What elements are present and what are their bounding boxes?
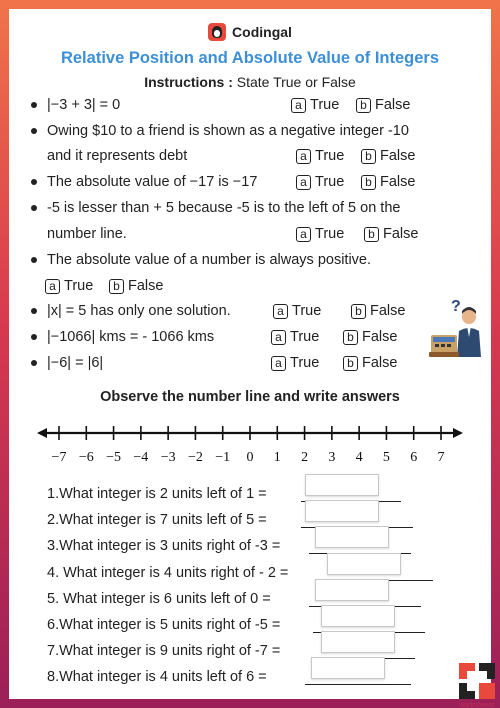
number-line-label: 1	[273, 450, 281, 465]
option-a[interactable]	[296, 225, 344, 243]
option-b-box: b	[364, 227, 379, 242]
answer-box-4[interactable]	[327, 553, 401, 575]
question-3: The absolute value of −17 is −17	[47, 174, 258, 190]
answer-number: 4.	[47, 565, 60, 581]
brand-header	[9, 23, 491, 41]
instructions-label: Instructions :	[144, 74, 233, 90]
option-label: True	[315, 226, 345, 242]
answer-question: What integer is 4 units right of - 2 =	[59, 565, 289, 581]
worksheets-logo-text: worksheets	[459, 702, 495, 708]
answer-number: 3.	[47, 538, 60, 554]
option-label: True	[315, 148, 345, 164]
option-label: False	[380, 148, 416, 164]
brand-name: Codingal	[232, 24, 292, 40]
option-b[interactable]	[361, 173, 415, 191]
answer-row-3	[47, 537, 280, 555]
option-a[interactable]	[273, 302, 321, 320]
option-a[interactable]	[271, 354, 319, 372]
option-a-box: a	[291, 98, 306, 113]
option-label: False	[370, 303, 406, 319]
option-label: False	[380, 174, 416, 190]
question-4-line1: -5 is lesser than + 5 because -5 is to the left of 5 on the	[47, 200, 401, 216]
number-line-label: −4	[133, 450, 149, 465]
answer-box-5[interactable]	[315, 579, 389, 601]
answer-box-7[interactable]	[321, 631, 395, 653]
bullet	[31, 334, 37, 340]
option-a[interactable]	[45, 277, 93, 295]
option-b[interactable]	[343, 328, 397, 346]
option-b-box: b	[109, 279, 124, 294]
worksheet-title: Relative Position and Absolute Value of Integers	[60, 49, 440, 67]
answer-row-1	[47, 485, 267, 503]
number-line-label: −6	[78, 450, 94, 465]
answer-question: What integer is 9 units right of -7 =	[59, 643, 281, 659]
option-label: True	[310, 97, 340, 113]
question-6: |x| = 5 has only one solution.	[47, 303, 231, 319]
number-line-label: 2	[301, 450, 309, 465]
codingal-logo-icon	[208, 23, 226, 41]
option-a[interactable]	[271, 328, 319, 346]
answer-box-1[interactable]	[305, 474, 379, 496]
option-label: False	[362, 355, 398, 371]
option-label: False	[362, 329, 398, 345]
answer-number: 2.	[47, 512, 60, 528]
question-2-line2: and it represents debt	[47, 148, 188, 164]
answer-question: What integer is 7 units left of 5 =	[59, 512, 267, 528]
instructions-text: State True or False	[232, 74, 356, 90]
bullet	[31, 257, 37, 263]
option-a-box: a	[273, 304, 288, 319]
question-5: The absolute value of a number is always positive.	[47, 252, 372, 268]
option-b-box: b	[361, 149, 376, 164]
option-label: True	[290, 329, 320, 345]
number-line-label: 5	[382, 450, 390, 465]
answer-box-3[interactable]	[315, 526, 389, 548]
answer-box-8[interactable]	[311, 657, 385, 679]
option-b[interactable]	[351, 302, 405, 320]
number-line-label: −5	[106, 450, 122, 465]
answer-number: 1.	[47, 486, 60, 502]
option-label: False	[375, 97, 411, 113]
question-4-line2: number line.	[47, 226, 127, 242]
option-a[interactable]	[291, 96, 339, 114]
number-line-label: −3	[160, 450, 176, 465]
bullet	[31, 205, 37, 211]
number-line-label: −1	[215, 450, 231, 465]
left-arrow-icon	[37, 428, 47, 438]
option-a-box: a	[296, 175, 311, 190]
answer-question: What integer is 3 units right of -3 =	[59, 538, 281, 554]
answer-question: What integer is 6 units left of 0 =	[59, 591, 271, 607]
option-label: True	[290, 355, 320, 371]
option-b[interactable]	[109, 277, 163, 295]
number-line-label: 6	[410, 450, 418, 465]
answer-question: What integer is 5 units right of -5 =	[59, 617, 281, 633]
option-a-box: a	[45, 279, 60, 294]
answer-number: 8.	[47, 669, 60, 685]
option-b[interactable]	[343, 354, 397, 372]
answer-number: 5.	[47, 591, 60, 607]
option-label: True	[315, 174, 345, 190]
option-label: False	[383, 226, 419, 242]
question-1: |−3 + 3| = 0	[47, 97, 121, 113]
option-label: True	[292, 303, 322, 319]
answer-row-5	[47, 590, 271, 608]
answer-row-7	[47, 642, 280, 660]
teacher-illustration	[421, 297, 491, 367]
option-b[interactable]	[356, 96, 410, 114]
question-8: |−6| = |6|	[47, 355, 104, 371]
section-title: Observe the number line and write answers	[100, 389, 400, 405]
number-line-label: 7	[437, 450, 445, 465]
option-label: True	[64, 278, 94, 294]
option-b[interactable]	[364, 225, 418, 243]
bullet	[31, 360, 37, 366]
number-line-label: 4	[355, 450, 363, 465]
answer-question: What integer is 2 units left of 1 =	[59, 486, 267, 502]
option-b-box: b	[343, 356, 358, 371]
option-b-box: b	[343, 330, 358, 345]
number-line	[37, 419, 463, 469]
option-label: False	[128, 278, 164, 294]
answer-box-6[interactable]	[321, 605, 395, 627]
number-line-label: −7	[51, 450, 67, 465]
answer-line	[305, 684, 411, 685]
option-b-box: b	[351, 304, 366, 319]
bullet	[31, 179, 37, 185]
option-b-box: b	[356, 98, 371, 113]
answer-row-8	[47, 668, 267, 686]
number-line-label: 3	[328, 450, 336, 465]
bullet	[31, 128, 37, 134]
bullet	[31, 308, 37, 314]
answer-number: 6.	[47, 617, 60, 633]
instructions	[9, 74, 491, 90]
worksheet	[9, 9, 495, 708]
answer-number: 7.	[47, 643, 60, 659]
answer-row-6	[47, 616, 280, 634]
worksheets-logo-icon	[455, 659, 499, 708]
answer-row-4	[47, 564, 288, 582]
number-line-label: −2	[187, 450, 203, 465]
option-a-box: a	[271, 330, 286, 345]
answer-question: What integer is 4 units left of 6 =	[59, 669, 267, 685]
option-b-box: b	[361, 175, 376, 190]
option-a-box: a	[271, 356, 286, 371]
bullet	[31, 102, 37, 108]
question-7: |−1066| kms = - 1066 kms	[47, 329, 215, 345]
question-2-line1: Owing $10 to a friend is shown as a negative integer -10	[47, 123, 409, 139]
answer-box-2[interactable]	[305, 500, 379, 522]
answer-row-2	[47, 511, 267, 529]
number-line-label: 0	[246, 450, 254, 465]
right-arrow-icon	[453, 428, 463, 438]
option-b[interactable]	[361, 147, 415, 165]
option-a[interactable]	[296, 147, 344, 165]
option-a-box: a	[296, 149, 311, 164]
option-a-box: a	[296, 227, 311, 242]
svg-text:?: ?	[451, 298, 461, 315]
option-a[interactable]	[296, 173, 344, 191]
